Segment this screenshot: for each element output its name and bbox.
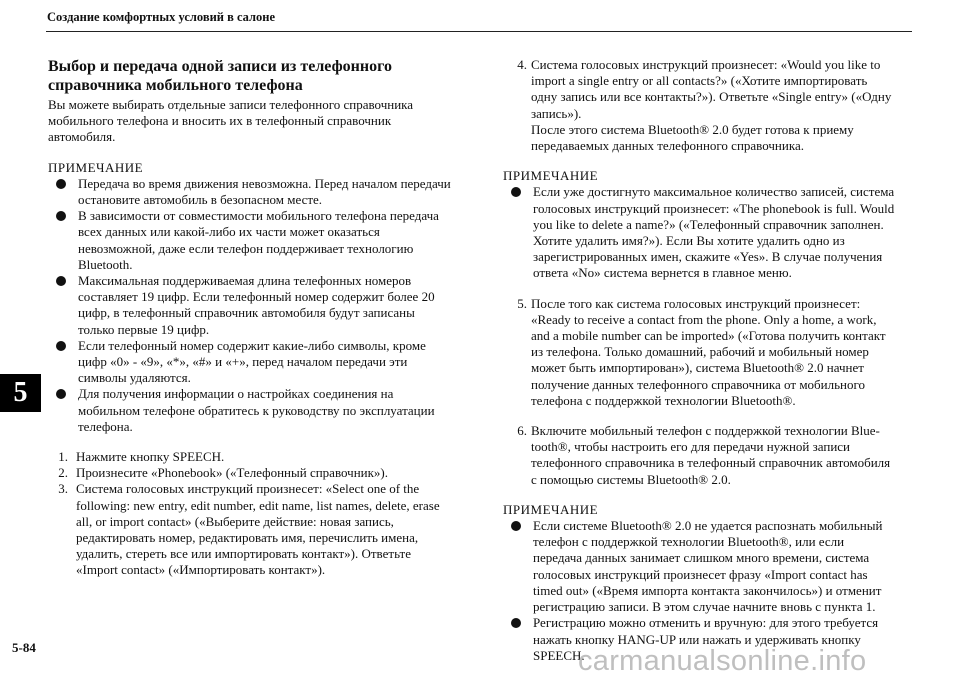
note-title: ПРИМЕЧАНИЕ [503, 168, 599, 184]
watermark: carmanualsonline.info [578, 645, 867, 677]
step-text: Система голосовых инструкций произнесет: «Would you like to import a single entry or all contacts?» («Хотите импортировать одну запись или все контакты?»). Ответьте «Single entry» («Одну запись»). [531, 57, 892, 121]
note-item: Если системе Bluetooth® 2.0 не удается распознать мобильный телефон с поддержкой технологии Bluetooth®, или если передача данных занимает слишком много времени, система голосовых инструкций произнесет фразу «Import contact has timed out» («Время импорта контакта закончилось») и отменит регистрацию записи. В этом случае начните вновь с пункта 1. [533, 518, 895, 615]
step-item [517, 423, 895, 488]
note-list [503, 184, 895, 281]
step-number: 6. [517, 423, 527, 439]
step-item [58, 481, 453, 578]
note-item: Для получения информации о настройках соединения на мобильном телефоне обратитесь к руководству по эксплуатации телефона. [78, 386, 453, 435]
note-title: ПРИМЕЧАНИЕ [48, 159, 144, 175]
steps-list [503, 296, 895, 409]
intro-paragraph: Вы можете выбирать отдельные записи телефонного справочника мобильного телефона и вносить их в телефонный справочник автомобиля. [48, 97, 414, 145]
page-header: Создание комфортных условий в салоне [47, 10, 276, 24]
step-item [58, 449, 453, 465]
section-number: 5 [13, 377, 28, 408]
step-item [517, 295, 895, 409]
note-item: В зависимости от совместимости мобильного телефона передача всех данных или какой-либо их части может оказаться невозможной, даже если телефон поддерживает технологию Bluetooth. [78, 208, 453, 273]
note-item: Максимальная поддерживаемая длина телефонных номеров составляет 19 цифр. Если телефонный номер содержит более 20 цифр, в телефонный справочник автомобиля будут записаны только первые 19 цифр. [78, 273, 453, 338]
step-text: Нажмите кнопку SPEECH. [76, 449, 225, 465]
step-text: После того как система голосовых инструкций произнесет: «Ready to receive a contact from the phone. Only a home, a work, and a mobile number can be imported» («Готова получить контакт из телефона. Только домашний, рабочий и мобильный номер может быть импортирован»), система Bluetooth® 2.0 начнет получение данных телефонного справочника от мобильного телефона с поддержкой технологии Bluetooth®. [531, 295, 886, 408]
page-number: 5-84 [12, 640, 36, 655]
right-column [503, 57, 895, 664]
step-number: 3. [58, 481, 68, 497]
step-number: 5. [517, 295, 527, 311]
left-column [48, 57, 453, 579]
note-list [48, 176, 453, 435]
steps-list [503, 423, 895, 488]
note-item: Передача во время движения невозможна. Перед началом передачи остановите автомобиль в безопасном месте. [78, 176, 453, 208]
step-number: 1. [58, 449, 68, 465]
note-item: Если уже достигнуто максимальное количество записей, система голосовых инструкций произнесет: «The phonebook is full. Would you like to delete a name?» («Телефонный справочник заполнен. Хотите удалить имя?»). Если Вы хотите удалить одно из зарегистрированных имен, скажите «Yes». В случае получения ответа «No» система вернется в главное меню. [533, 184, 895, 281]
note-title: ПРИМЕЧАНИЕ [503, 501, 599, 517]
step-text: Произнесите «Phonebook» («Телефонный справочник»). [76, 465, 389, 481]
step-item [517, 57, 895, 154]
steps-list [48, 449, 453, 579]
step-text: Система голосовых инструкций произнесет: «Select one of the following: new entry, edit number, edit name, list names, delete, erase all, or import contact» («Выберите действие: новая запись, редактировать номер, редактировать имя, перечислить имена, удалить, стереть все или импортировать контакт»). Ответьте «Import contact» («Импортировать контакт»). [76, 481, 440, 578]
note-item: Регистрацию можно отменить и вручную: для этого требуется нажать кнопку HANG-UP или нажать и удерживать кнопку SPEECH. [533, 615, 895, 664]
step-number: 2. [58, 465, 68, 481]
step-number: 4. [517, 57, 527, 72]
note-item: Если телефонный номер содержит какие-либо символы, кроме цифр «0» - «9», «*», «#» и «+», перед началом передачи эти символы удаляются. [78, 338, 453, 387]
step-text: Включите мобильный телефон с поддержкой технологии Blue-tooth®, чтобы настроить его для передачи нужной записи телефонного справочника в телефонный справочник автомобиля с помощью системы Bluetooth® 2.0. [531, 423, 891, 487]
steps-list [503, 57, 895, 154]
step-item [58, 465, 453, 481]
note-list [503, 518, 895, 664]
step-followup: После этого система Bluetooth® 2.0 будет готова к приему передаваемых данных телефонного справочника. [531, 121, 854, 154]
header-rule [46, 31, 912, 32]
section-heading: Выбор и передача одной записи из телефонного справочника мобильного телефона [48, 58, 392, 94]
